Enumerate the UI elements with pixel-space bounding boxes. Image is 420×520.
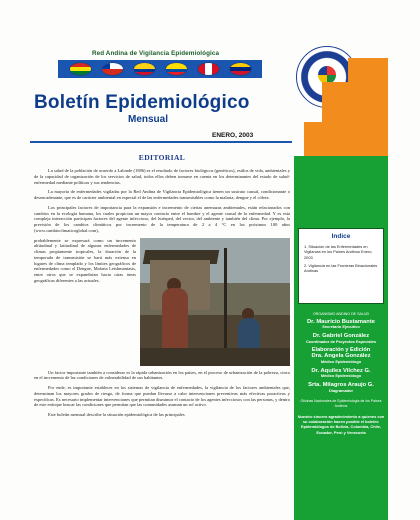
decorative-block	[304, 122, 388, 156]
index-item[interactable]: 1. Situación de las Enfermedades en Vigilancia en los Países Andinos Enero, 2003	[304, 244, 373, 260]
paragraph: La mayoría de enfermedades vigiladas por la Red Andina de Vigilancia Epidemiológica tienen un sustrato causal, condicionante o desencadenante, que es de carácter ambiental en especial el de las enfermedades transmisibles como la malaria, dengue y el cólera.	[34, 189, 290, 200]
ground	[140, 348, 290, 366]
credit-name: Dr. Mauricio Bustamante	[307, 318, 375, 325]
wooden-pole	[224, 248, 227, 358]
credit-role: Coordinador de Proyectos Especiales	[305, 338, 377, 344]
peru-flag-icon	[198, 63, 219, 75]
person-figure	[162, 288, 188, 350]
network-name: Red Andina de Vigilancia Epidemiológica	[92, 50, 220, 57]
decorative-block	[348, 58, 388, 82]
paragraph: Por ende, es importante establecer en los sistemas de vigilancia de enfermedades, la vigilancia de los factores ambientales que, determinan los mayores grados de riesgo, de forma que puedan llevarse a cabo intervenciones preventivas más efectivas proactivas y específicas. Es necesario implementar intervenciones que permitan disminuir el contacto de los agentes infecciosos con las personas, y dentro de este enfoque buscar las condiciones que permitan que las comunidades asuman un rol activo.	[34, 385, 290, 408]
thanks-text: Nuestro sincero agradecimiento a quienes con su colaboración hacen posible el boletín: Epidemiólogos de Bolivia, Colombia, Chile, Ecuador, Perú y Venezuela	[297, 413, 385, 435]
bolivia-flag-icon	[70, 63, 91, 75]
credit-role: Secretario Ejecutivo	[322, 324, 360, 330]
credit-name: Dr. Gabriel González	[312, 333, 370, 340]
wrapped-paragraph: probablemente se expresará como un incremento altitudinal y latitudinal de algunas enfermedades de climas propiamente tropicales, la duración de la temporada de transmisión se hará más extensa en lugares de clima templado y los límites geográficos de enfermedades como el Dengue, Malaria Leishmaniasis, entre otros que se expandirían hacia otras áreas geográficas diferentes a las actuales.	[34, 237, 136, 283]
index-title: Indice	[331, 233, 351, 240]
editorial-heading: EDITORIAL	[138, 153, 186, 162]
credit-role: Diagramador	[329, 387, 353, 393]
org-line: ORGANISMO ANDINO DE SALUD	[312, 312, 370, 316]
paragraph: Este boletín mensual describe la situación epidemiológica de las principales	[48, 412, 185, 417]
page-title: Boletín Epidemiológico	[34, 92, 250, 113]
issue-date: ENERO, 2003	[212, 132, 254, 139]
offices-text: Oficinas Nacionales de Epidemiología de los Países Andinos	[300, 399, 382, 409]
colombia-flag-icon	[134, 63, 155, 75]
paragraph: La salud de la población de acuerdo a Lalonde (1986) es el resultado de factores biológicos (genéticos), estilos de vida, ambientales y de la capacidad de organización de los servicios de salud, todos ellos deben tomarse en cuenta en los determinantes del estado de salud-enfermedad mediante políticas y sus tendencias.	[34, 168, 290, 185]
editorial-column	[32, 150, 292, 520]
decorative-block	[322, 82, 388, 122]
community-photo	[140, 238, 290, 366]
credit-name: Dra. Angela González	[311, 353, 371, 360]
credit-name: Srta. Milagros Araujo G.	[308, 382, 374, 389]
credit-role: Médico Epidemiólogo	[320, 359, 362, 365]
chile-flag-icon	[102, 63, 123, 75]
credits-panel	[296, 312, 386, 435]
credit-role: Médico Epidemiólogo	[320, 373, 362, 379]
flag-bar	[58, 60, 262, 78]
paragraph: Los principales factores de importancia para la expansión e incremento de ciertas anemazas ambientales, están relacionados con cambios en la ecología humana, los cuales propician un mayor contacto entre el hombre y el agente causal de la enfermedad. Y es esta compleja interacción participan factores del agente infeccioso, del huésped, del vector, del ambiente y también del clima. Por ejemplo, la previsión de los cambios climáticos por incremento de la temperatura de 2 a 4 °C en los próximos 100 años (www.cambioclimaticoglobal.com),	[34, 204, 290, 233]
index-item[interactable]: 2. Vigilancia en las Fronteras Binacionales Andinas	[304, 262, 378, 274]
paragraph: Un factor importante también a considerar es la rápida urbanización en los países, en el proceso de urbanización de la pobreza, cinco en el incremento de las condiciones de vulnerabilidad de sus habitantes.	[34, 369, 290, 381]
page-subtitle: Mensual	[128, 114, 169, 125]
venezuela-flag-icon	[230, 63, 251, 75]
credit-name: Dr. Aquiles Vilchez G.	[311, 367, 371, 374]
edition-heading: Elaboración y Edición	[311, 347, 371, 354]
header-divider	[30, 141, 292, 143]
ecuador-flag-icon	[166, 63, 187, 75]
index-box	[298, 228, 384, 304]
